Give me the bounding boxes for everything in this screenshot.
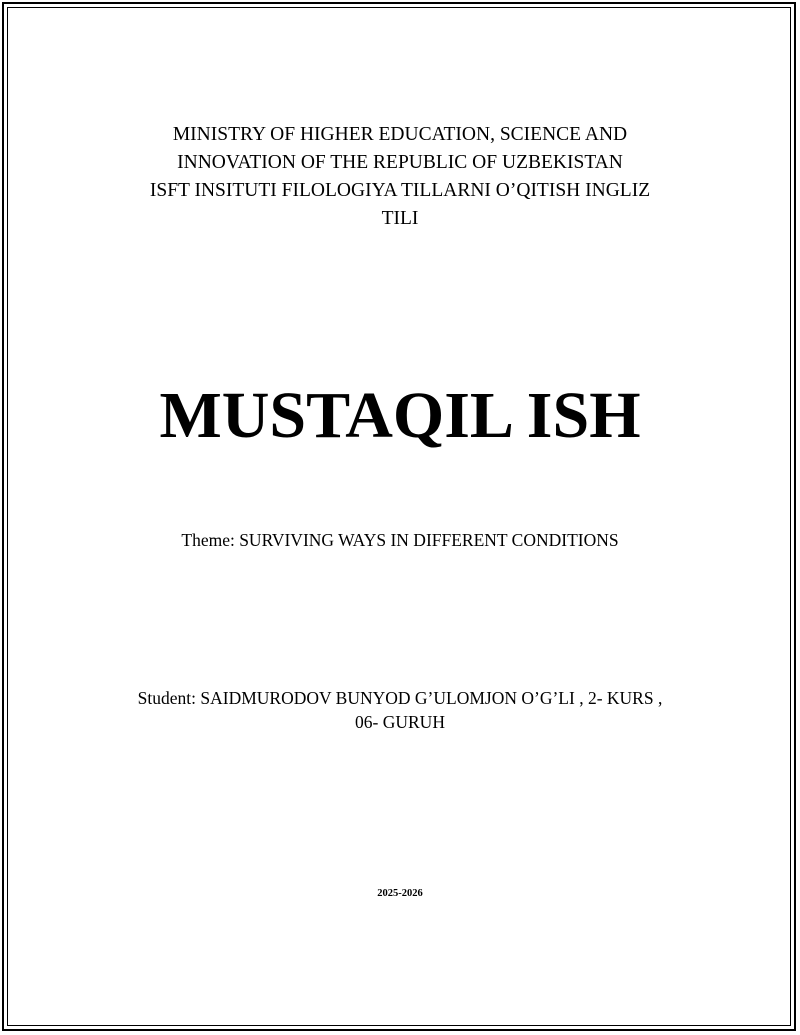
header-line-ministry: MINISTRY OF HIGHER EDUCATION, SCIENCE AND [172, 124, 628, 145]
academic-year: 2025-2026 [377, 888, 423, 899]
student-group-line: 06- GURUH [355, 712, 445, 732]
header-line-institute: ISFT INSITUTI FILOLOGIYA TILLARNI O’QITISH INGLIZ [149, 180, 651, 201]
header-line-language: TILI [381, 208, 419, 229]
institution-header [0, 121, 800, 233]
student-info [0, 686, 800, 734]
student-name-line: Student: SAIDMURODOV BUNYOD G’ULOMJON O’G’LI , 2- KURS , [137, 688, 663, 708]
document-title: MUSTAQIL ISH [159, 379, 641, 452]
header-line-republic: INNOVATION OF THE REPUBLIC OF UZBEKISTAN [177, 152, 623, 173]
theme-line: Theme: SURVIVING WAYS IN DIFFERENT CONDITIONS [181, 530, 619, 550]
